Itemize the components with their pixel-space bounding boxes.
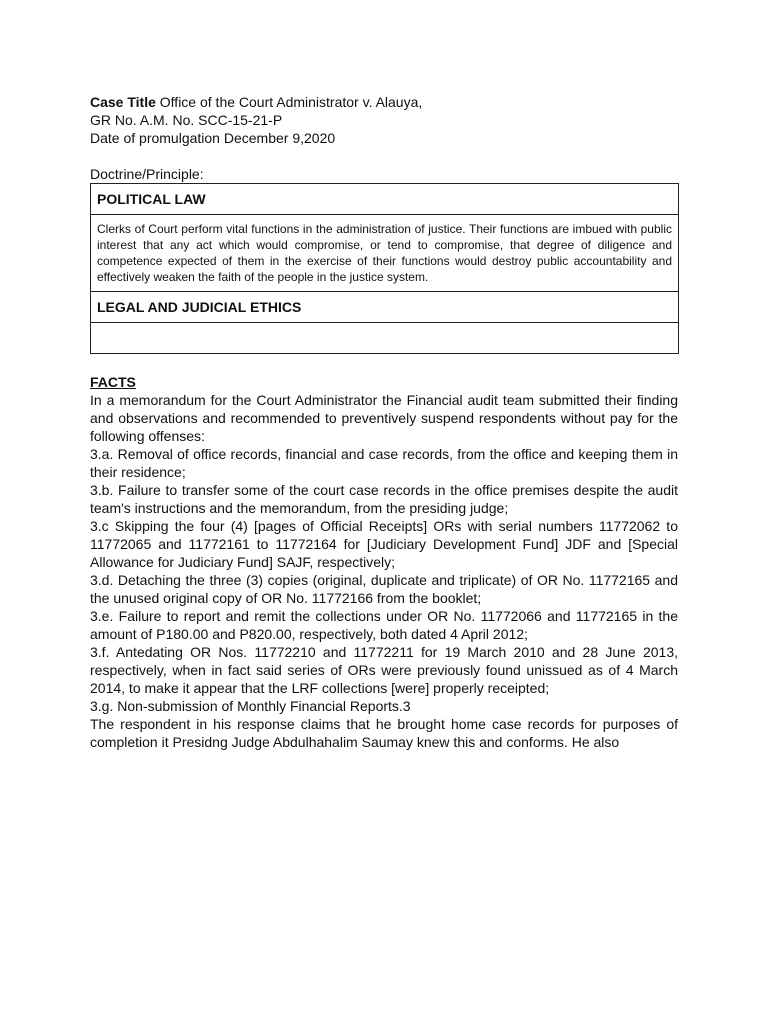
respondent-response: The respondent in his response claims that he brought home case records for purposes of completion it Presidng Judge Abdulhahalim Saumay knew this and conforms. He also	[90, 716, 678, 750]
promulgation-date: Date of promulgation December 9,2020	[90, 130, 336, 146]
offense-item: 3.a. Removal of office records, financial and case records, from the office and keeping them in their residence;	[90, 446, 678, 480]
case-title-label: Case Title	[90, 94, 156, 110]
offense-item: 3.f. Antedating OR Nos. 11772210 and 11772211 for 19 March 2010 and 28 June 2013, respectively, when in fact said series of ORs were previously found unissued as of 4 March 2014, to make it appear that the LRF collections [were] properly receipted;	[90, 644, 678, 696]
doctrine-label: Doctrine/Principle:	[90, 166, 204, 182]
document-page	[90, 93, 678, 751]
legal-ethics-title: LEGAL AND JUDICIAL ETHICS	[91, 292, 679, 323]
political-law-title: POLITICAL LAW	[91, 184, 679, 215]
political-law-body: Clerks of Court perform vital functions in the administration of justice. Their functions are imbued with public interest that any act which would compromise, or tend to compromise, that degree of diligence and competence expected of them in the exercise of their functions would destroy public accountability and effectively weaken the faith of the people in the justice system.	[91, 215, 679, 292]
legal-ethics-body	[91, 323, 679, 354]
facts-heading: FACTS	[90, 374, 136, 390]
offense-item: 3.e. Failure to report and remit the collections under OR No. 11772066 and 11772165 in the amount of P180.00 and P820.00, respectively, both dated 4 April 2012;	[90, 608, 678, 642]
facts-intro: In a memorandum for the Court Administrator the Financial audit team submitted their finding and observations and recommended to preventively suspend respondents without pay for the following offenses:	[90, 392, 678, 444]
offense-item: 3.g. Non-submission of Monthly Financial Reports.3	[90, 698, 411, 714]
doctrine-table	[90, 183, 679, 354]
gr-number: GR No. A.M. No. SCC-15-21-P	[90, 112, 283, 128]
offense-item: 3.c Skipping the four (4) [pages of Official Receipts] ORs with serial numbers 11772062 to 11772065 and 11772161 to 11772164 for [Judiciary Development Fund] JDF and [Special Allowance for Judiciary Fund] SAJF, respectively;	[90, 518, 678, 570]
offense-item: 3.d. Detaching the three (3) copies (original, duplicate and triplicate) of OR No. 11772165 and the unused original copy of OR No. 11772166 from the booklet;	[90, 572, 678, 606]
case-title-line	[90, 93, 678, 111]
case-title-value: Office of the Court Administrator v. Alauya,	[155, 94, 423, 110]
offense-item: 3.b. Failure to transfer some of the court case records in the office premises despite the audit team's instructions and the memorandum, from the presiding judge;	[90, 482, 678, 516]
